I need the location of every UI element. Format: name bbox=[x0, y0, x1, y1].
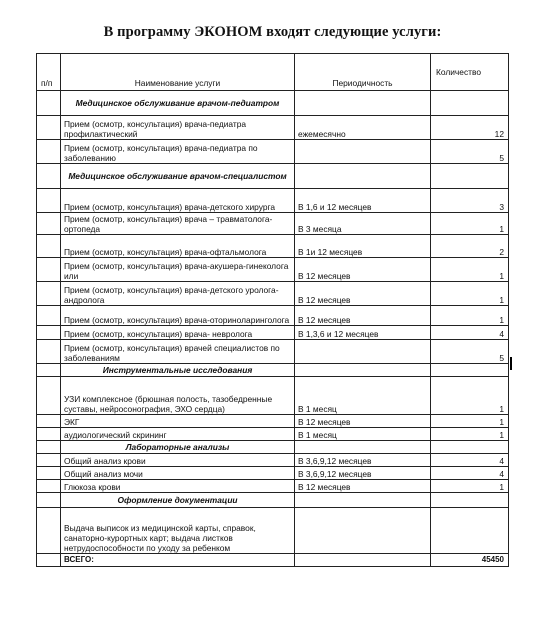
period-cell bbox=[295, 493, 431, 508]
service-period: В 3 месяца bbox=[295, 213, 431, 235]
row-num-cell bbox=[37, 326, 61, 340]
service-qty: 3 bbox=[431, 189, 509, 213]
service-period: В 1 месяц bbox=[295, 377, 431, 415]
section-row bbox=[37, 364, 509, 377]
qty-cell bbox=[431, 164, 509, 189]
service-qty: 4 bbox=[431, 467, 509, 480]
table-row bbox=[37, 467, 509, 480]
service-name: Прием (осмотр, консультация) врача – травматолога-ортопеда bbox=[61, 213, 295, 235]
row-num-cell bbox=[37, 235, 61, 258]
row-num-cell bbox=[37, 306, 61, 326]
row-num-cell bbox=[37, 441, 61, 454]
service-qty bbox=[431, 508, 509, 554]
row-num-cell bbox=[37, 140, 61, 164]
section-title: Инструментальные исследования bbox=[61, 364, 295, 377]
header-period: Периодичность bbox=[295, 54, 431, 91]
service-name: Выдача выписок из медицинской карты, справок, санаторно-курортных карт; выдача листков нетрудоспособности по уходу за ребенком bbox=[61, 508, 295, 554]
qty-cell bbox=[431, 493, 509, 508]
row-num-cell bbox=[37, 428, 61, 441]
row-num-cell bbox=[37, 377, 61, 415]
header-num: п/п bbox=[37, 54, 61, 91]
table-row bbox=[37, 377, 509, 415]
row-num-cell bbox=[37, 189, 61, 213]
row-num-cell bbox=[37, 467, 61, 480]
service-name: Прием (осмотр, консультация) врача-педиатра профилактический bbox=[61, 116, 295, 140]
qty-cell bbox=[431, 364, 509, 377]
service-qty: 1 bbox=[431, 415, 509, 428]
service-name: Прием (осмотр, консультация) врача-детского уролога-андролога bbox=[61, 282, 295, 306]
service-period: В 3,6,9,12 месяцев bbox=[295, 467, 431, 480]
service-name: Глюкоза крови bbox=[61, 480, 295, 493]
table-row bbox=[37, 116, 509, 140]
table-row bbox=[37, 140, 509, 164]
section-title: Оформление документации bbox=[61, 493, 295, 508]
qty-cell bbox=[431, 91, 509, 116]
period-cell bbox=[295, 554, 431, 567]
qty-cell bbox=[431, 441, 509, 454]
total-value: 45450 bbox=[431, 554, 509, 567]
section-row bbox=[37, 164, 509, 189]
section-row bbox=[37, 493, 509, 508]
table-row bbox=[37, 258, 509, 282]
service-qty: 1 bbox=[431, 377, 509, 415]
table-row bbox=[37, 213, 509, 235]
total-label: ВСЕГО: bbox=[61, 554, 295, 567]
service-name: Прием (осмотр, консультация) врача-детского хирурга bbox=[61, 189, 295, 213]
row-num-cell bbox=[37, 164, 61, 189]
service-qty: 4 bbox=[431, 326, 509, 340]
service-qty: 12 bbox=[431, 116, 509, 140]
service-name: Прием (осмотр, консультация) врача-педиатра по заболеванию bbox=[61, 140, 295, 164]
section-title: Медицинское обслуживание врачом-педиатром bbox=[61, 91, 295, 116]
text-cursor bbox=[510, 357, 512, 370]
service-name: Прием (осмотр, консультация) врача-оториноларинголога bbox=[61, 306, 295, 326]
service-qty: 1 bbox=[431, 282, 509, 306]
table-row bbox=[37, 306, 509, 326]
service-period: В 1,6 и 12 месяцев bbox=[295, 189, 431, 213]
service-name: УЗИ комплексное (брюшная полость, тазобедренные суставы, нейросонография, ЭХО сердца) bbox=[61, 377, 295, 415]
service-period bbox=[295, 140, 431, 164]
row-num-cell bbox=[37, 340, 61, 364]
total-row bbox=[37, 554, 509, 567]
header-qty: Количество bbox=[431, 54, 509, 91]
service-qty: 1 bbox=[431, 428, 509, 441]
service-period: В 3,6,9,12 месяцев bbox=[295, 454, 431, 467]
row-num-cell bbox=[37, 493, 61, 508]
service-period: В 12 месяцев bbox=[295, 415, 431, 428]
service-name: Прием (осмотр, консультация) врача- невролога bbox=[61, 326, 295, 340]
service-period: В 1и 12 месяцев bbox=[295, 235, 431, 258]
service-period: ежемесячно bbox=[295, 116, 431, 140]
service-qty: 2 bbox=[431, 235, 509, 258]
row-num-cell bbox=[37, 213, 61, 235]
row-num-cell bbox=[37, 415, 61, 428]
period-cell bbox=[295, 364, 431, 377]
service-qty: 1 bbox=[431, 480, 509, 493]
service-period: В 12 месяцев bbox=[295, 258, 431, 282]
row-num-cell bbox=[37, 508, 61, 554]
service-period: В 12 месяцев bbox=[295, 480, 431, 493]
table-row bbox=[37, 282, 509, 306]
service-qty: 1 bbox=[431, 258, 509, 282]
row-num-cell bbox=[37, 116, 61, 140]
row-num-cell bbox=[37, 364, 61, 377]
section-title: Медицинское обслуживание врачом-специалистом bbox=[61, 164, 295, 189]
section-row bbox=[37, 441, 509, 454]
services-table bbox=[36, 53, 509, 567]
row-num-cell bbox=[37, 91, 61, 116]
table-row bbox=[37, 326, 509, 340]
service-period bbox=[295, 508, 431, 554]
table-row bbox=[37, 415, 509, 428]
service-qty: 5 bbox=[431, 340, 509, 364]
table-row bbox=[37, 508, 509, 554]
table-row bbox=[37, 480, 509, 493]
service-name: Прием (осмотр, консультация) врача-офтальмолога bbox=[61, 235, 295, 258]
service-period: В 1,3,6 и 12 месяцев bbox=[295, 326, 431, 340]
table-row bbox=[37, 428, 509, 441]
service-period: В 1 месяц bbox=[295, 428, 431, 441]
header-name: Наименование услуги bbox=[61, 54, 295, 91]
service-qty: 1 bbox=[431, 213, 509, 235]
service-period bbox=[295, 340, 431, 364]
document-title: В программу ЭКОНОМ входят следующие услуги: bbox=[103, 24, 442, 40]
service-qty: 5 bbox=[431, 140, 509, 164]
service-name: Общий анализ крови bbox=[61, 454, 295, 467]
section-row bbox=[37, 91, 509, 116]
table-row bbox=[37, 454, 509, 467]
section-title: Лабораторные анализы bbox=[61, 441, 295, 454]
service-name: аудиологический скрининг bbox=[61, 428, 295, 441]
service-name: Прием (осмотр, консультация) врачей специалистов по заболеваниям bbox=[61, 340, 295, 364]
service-period: В 12 месяцев bbox=[295, 306, 431, 326]
row-num-cell bbox=[37, 554, 61, 567]
table-row bbox=[37, 189, 509, 213]
period-cell bbox=[295, 441, 431, 454]
service-qty: 4 bbox=[431, 454, 509, 467]
row-num-cell bbox=[37, 258, 61, 282]
service-name: Прием (осмотр, консультация) врача-акушера-гинеколога или bbox=[61, 258, 295, 282]
service-qty: 1 bbox=[431, 306, 509, 326]
row-num-cell bbox=[37, 454, 61, 467]
table-header-row bbox=[37, 54, 509, 91]
period-cell bbox=[295, 164, 431, 189]
service-name: Общий анализ мочи bbox=[61, 467, 295, 480]
table-row bbox=[37, 235, 509, 258]
service-name: ЭКГ bbox=[61, 415, 295, 428]
period-cell bbox=[295, 91, 431, 116]
service-period: В 12 месяцев bbox=[295, 282, 431, 306]
row-num-cell bbox=[37, 480, 61, 493]
table-row bbox=[37, 340, 509, 364]
row-num-cell bbox=[37, 282, 61, 306]
